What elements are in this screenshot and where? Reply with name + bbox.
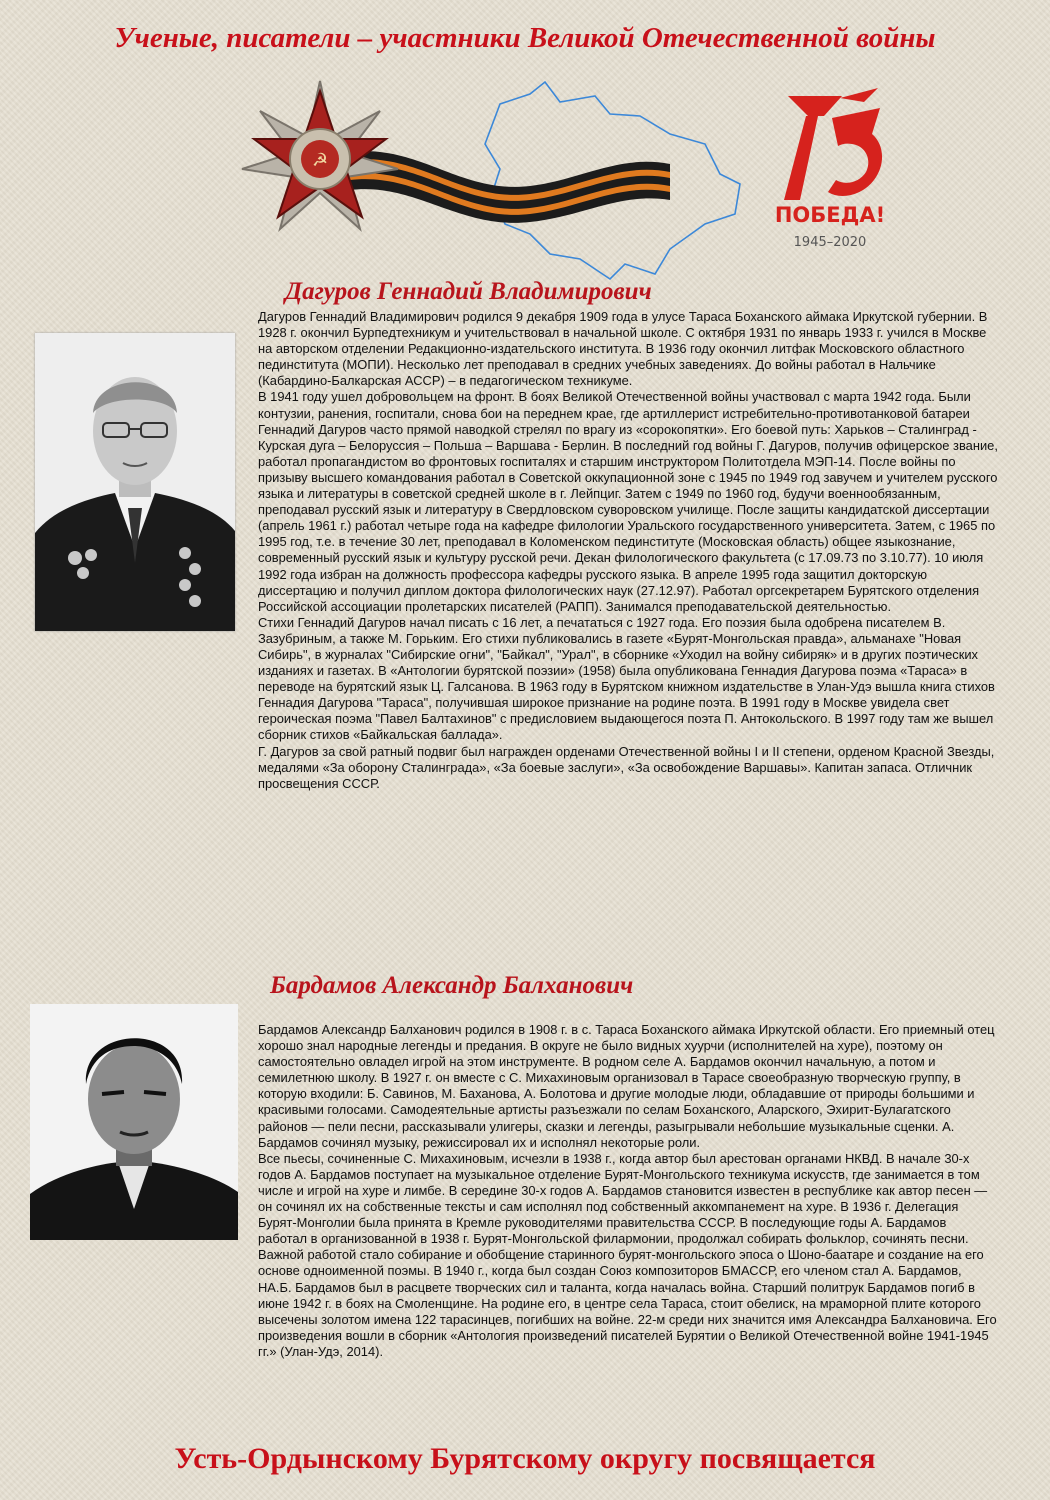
bio-paragraph: Бардамов Александр Балханович родился в 1908 г. в с. Тараса Боханского аймака Иркутской области. Его приемный отец хорошо знал народные легенды и предания. В округе не было видных хуурчи (исполнителей на хуре), поэтому он самостоятельно овладел игрой на этом инструменте. В родном селе А. Бардамов окончил начальную, а потом и семилетнюю школу. В 1927 г. он вместе с С. Михахиновым организовал в Тарасе своеобразную творческую группу, в которую входили: Б. Савинов, М. Баханова, А. Болотова и другие молодые люди, обладавшие от природы большими и красивыми голосами. Самодеятельные артисты разъезжали по селам Боханского, Аларского, Эхирит-Булагатского районов — пели песни, рассказывали улигеры, сказки и легенды, разыгрывали небольшие музыкальные сценки. А. Бардамов сочинял музыку, режиссировал их и исполнял некоторые роли. [258,1022,995,1150]
person2-name: Бардамов Александр Балханович [270,972,634,999]
anniversary-number: 75 [760,88,762,89]
portrait-image [35,333,235,631]
person1-name: Дагуров Геннадий Владимирович [285,278,652,305]
anniversary-logo [760,88,905,258]
order-ribbon-map-image [200,74,760,288]
person2-portrait [30,1004,238,1240]
anniversary-75-icon [760,88,905,208]
svg-text:☭: ☭ [311,150,329,171]
bio-paragraph: Г. Дагуров за свой ратный подвиг был награжден орденами Отечественной войны I и II степени, орденом Красной Звезды, медалями «За оборону Сталинграда», «За боевые заслуги», «За освобождение Варшавы». Капитан запаса. Отличник просвещения СССР. [258,743,995,791]
anniversary-years: 1945–2020 [793,235,867,250]
header-banner [200,74,760,288]
page-footer: Усть-Ордынскому Бурятскому округу посвящается [174,1442,876,1475]
bio-paragraph: В 1941 году ушел добровольцем на фронт. В боях Великой Отечественной войны участвовал с марта 1942 года. Были контузии, ранения, госпитали, снова бои на переднем крае, где артиллерист истребительно-противотанковой батареи Геннадий Дагуров часто прямой наводкой стрелял по врагу из «сорокопятки». Его боевой путь: Харьков – Сталинград - Курская дуга – Белоруссия – Польша – Варшава - Берлин. В последний год войны Г. Дагуров, получив офицерское звание, работал пропагандистом во фронтовых госпиталях и старшим инструктором Политотдела МЭП-14. После войны по призыву высшего командования работал в Советской оккупационной зоне с 1945 по 1949 год завучем и учителем русского языка и литературы в советской средней школе в г. Лейпциг. Затем с 1949 по 1960 год, будучи военнообязанным, преподавал русский язык и литературу в Свердловском суворовском училище. После защиты кандидатской диссертации (апрель 1961 г.) работал четыре года на кафедре филологии Уральского государственного университета. Затем, с 1965 по 1995 год, т.е. в течение 30 лет, преподавал в Коломенском пединституте (Московская область) общее языкознание, современный русский язык и культуру русской речи. Декан филологического факультета (с 17.09.73 по 3.10.77). 10 июля 1992 года избран на должность профессора кафедры русского языка. В апреле 1995 года защитил докторскую диссертацию и получил диплом доктора филологических наук (27.12.97). Работал оргсекретарем Бурятского отделения Российской ассоциации пролетарских писателей (РАПП). Занимался преподавательской деятельностью. [258,389,998,614]
bio-paragraph: Все пьесы, сочиненные С. Михахиновым, исчезли в 1938 г., когда автор был арестован органами НКВД. В начале 30-х годов А. Бардамов поступает на музыкальное отделение Бурят-Монгольского техникума искусств, где занимается в том числе и игрой на хуре и лимбе. В середине 30-х годов А. Бардамов становится известен в республике как автор песен — он сочинял их на собственные тексты и сам исполнял под собственный аккомпанемент на хуре. В 1936 г. Делегация Бурят-Монголии была принята в Кремле руководителями правительства СССР. В последующие годы А. Бардамов работал в организованной в 1938 г. Бурят-Монгольской филармонии, продолжал собирать фольклор, сочинять песни. Важной работой стало собирание и обобщение старинного бурят-монгольского эпоса о Шоно-баатаре и создание на его основе одноименной поэмы. В 1940 г., когда был создан Союз композиторов БМАССР, его членом стал А. Бардамов, НА.Б. Бардамов был в расцвете творческих сил и таланта, когда началась война. Старший политрук Бардамов погиб в июне 1942 г. в боях на Смоленщине. На родине его, в центре села Тараса, стоит обелиск, на мраморной плите которого высечены золотом имена 122 тарасинцев, погибших на войне. 22-м среди них значится имя Александра Балхановича. Его произведения вошли в сборник «Антология произведений писателей Бурятии о Великой Отечественной войне 1941-1945 гг.» (Улан-Удэ, 2014). [258,1150,997,1359]
person1-biography [258,309,998,792]
anniversary-word: ПОБЕДА! [774,203,886,227]
portrait-image [30,1004,238,1240]
person2-biography [258,1022,998,1360]
st-george-ribbon [350,151,670,223]
bio-paragraph: Дагуров Геннадий Владимирович родился 9 декабря 1909 года в улусе Тараса Боханского аймака Иркутской губернии. В 1928 г. окончил Бурпедтехникум и учительствовал в начальной школе. С октября 1931 по январь 1933 г. учился в Москве на авторском отделении Редакционно-издательского института. В 1936 году окончил литфак Московского областного пединститута (МОПИ). Несколько лет преподавал в средних учебных заведениях. До войны работал в Нальчике (Кабардино-Балкарская АССР) – в педагогическом техникуме. [258,309,988,389]
page-title: Ученые, писатели – участники Великой Отечественной войны [114,22,936,54]
bio-paragraph: Стихи Геннадий Дагуров начал писать с 16 лет, а печататься с 1927 года. Его поэзия была одобрена писателем В. Зазубриным, а также М. Горьким. Его стихи публиковались в газете «Бурят-Монгольская правда», альманахе "Новая Сибирь", в журналах "Сибирские огни", "Байкал", "Урал", в сборнике «Уходил на войну сибиряк» и в других поэтических изданиях и газетах. В «Антологии бурятской поэзии» (1958) была опубликована Геннадия Дагурова поэма «Тараса» в переводе на бурятский язык Ц. Галсанова. В 1963 году в Бурятском книжном издательстве в Улан-Удэ вышла книга стихов Геннадия Дагурова "Тараса", получившая широкое признание на родине поэта. В 1991 году в Москве увидела свет героическая поэма "Павел Балтахинов" с предисловием выдающегося поэта П. Антокольского. В 1997 году там же вышел сборник стихов «Байкальская баллада». [258,614,995,743]
person1-portrait [35,333,235,631]
